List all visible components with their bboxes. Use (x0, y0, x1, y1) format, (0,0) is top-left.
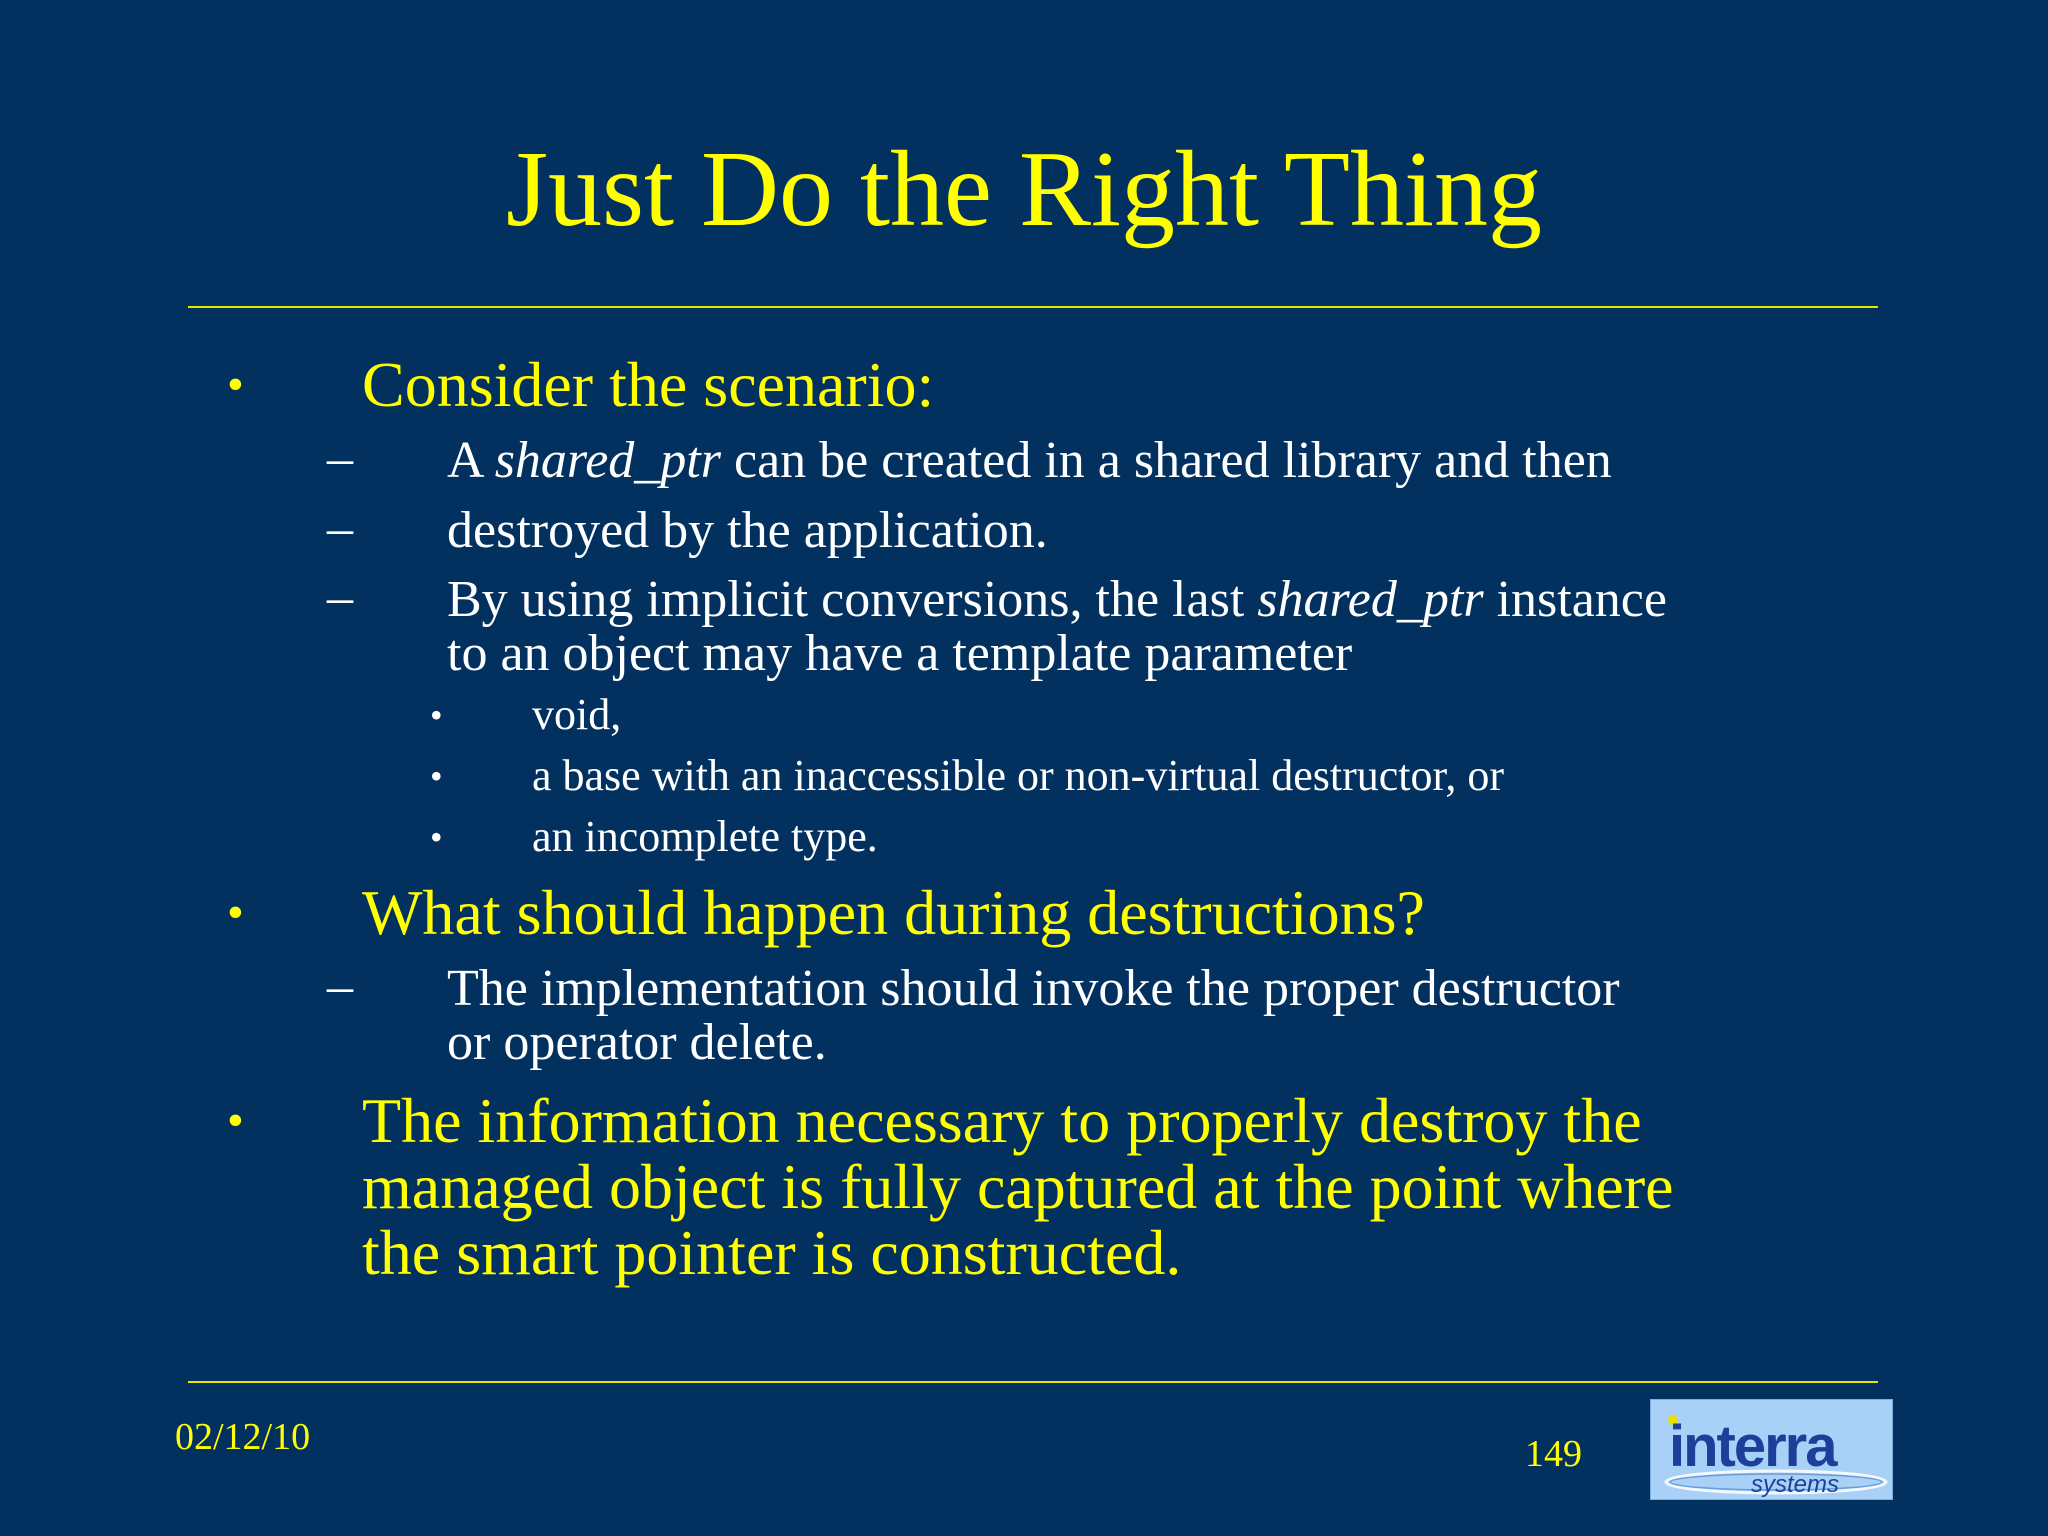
bullet-marker: • (227, 886, 244, 939)
sub-bullet-line-1 (447, 573, 1667, 627)
bullet-marker: • (430, 695, 443, 735)
list-item (430, 812, 878, 861)
sub-bullet-text-part: A (447, 432, 495, 489)
sub-bullet-text-part: instance (1483, 571, 1667, 628)
sub-bullet-text-part: can be created in a shared library and then (721, 432, 1612, 489)
sub-bullet-text-part: By using implicit conversions, the last (447, 571, 1258, 628)
list-item-text: an incomplete type. (532, 812, 878, 861)
list-item-text: a base with an inaccessible or non-virtual destructor, or (532, 751, 1505, 800)
bullet-line-2: managed object is fully captured at the point where (362, 1151, 1674, 1222)
sub-bullet-implicit-conversions (327, 569, 1667, 682)
bullet-line-1: The information necessary to properly destroy the (362, 1085, 1642, 1156)
logo-word: interra (1669, 1414, 1836, 1479)
footer-date: 02/12/10 (175, 1416, 311, 1458)
list-item (430, 690, 622, 739)
bullet-marker: • (430, 756, 443, 796)
logo-sub: systems (1751, 1471, 1840, 1498)
bullet-marker: • (227, 358, 244, 411)
logo-graphic (1651, 1400, 1893, 1500)
bullet-marker: • (430, 817, 443, 857)
dash-marker: – (327, 569, 353, 626)
page-number: 149 (1525, 1433, 1582, 1475)
sub-bullet-line-1: The implementation should invoke the proper destructor (447, 960, 1620, 1017)
footer-divider (188, 1381, 1878, 1383)
interra-systems-logo (1650, 1399, 1893, 1500)
sub-bullet-destroyed-by-app (327, 500, 1048, 559)
dash-marker: – (327, 430, 353, 487)
bullet-information-captured (227, 1085, 1674, 1288)
list-item (430, 751, 1505, 800)
list-item-text: void, (532, 690, 622, 739)
bullet-line-3: the smart pointer is constructed. (362, 1217, 1182, 1288)
bullet-text: Consider the scenario: (362, 349, 935, 420)
sub-bullet-line-2: to an object may have a template parameter (447, 625, 1353, 682)
sub-bullet-line-2: or operator delete. (447, 1014, 827, 1071)
title-divider (188, 306, 1878, 308)
dash-marker: – (327, 500, 353, 557)
code-term: shared_ptr (494, 432, 721, 489)
code-term: shared_ptr (1257, 571, 1484, 628)
bullet-text: What should happen during destructions? (362, 877, 1425, 948)
bullet-consider-scenario (227, 349, 935, 420)
sub-bullet-proper-destructor (327, 958, 1620, 1071)
bullet-marker: • (227, 1094, 244, 1147)
bullet-destructions-question (227, 877, 1425, 948)
sub-bullet-shared-ptr-created (327, 430, 1612, 489)
dash-marker: – (327, 958, 353, 1015)
slide-title: Just Do the Right Thing (505, 130, 1543, 249)
sub-bullet-text: destroyed by the application. (447, 502, 1048, 559)
